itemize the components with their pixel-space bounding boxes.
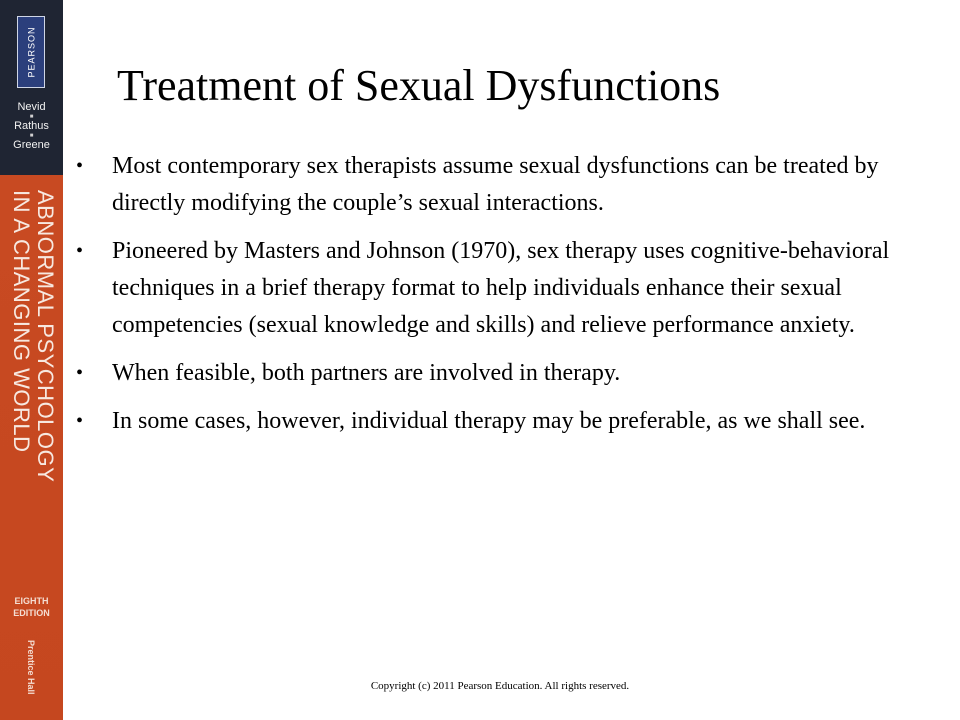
bullet-item <box>76 148 944 222</box>
pearson-logo-text: PEARSON <box>26 26 37 78</box>
bullet-dot-icon: • <box>76 362 84 384</box>
publisher-label: Prentice Hall <box>26 640 36 695</box>
edition-line-2: EDITION <box>13 608 50 618</box>
book-spine-sidebar <box>0 0 63 720</box>
author-name: Greene <box>13 139 50 151</box>
bullet-item <box>76 233 944 344</box>
bullet-text: Most contemporary sex therapists assume sexual dysfunctions can be treated by directly modifying the couple’s sexual interactions. <box>112 153 879 216</box>
bullet-text: In some cases, however, individual therapy may be preferable, as we shall see. <box>112 408 866 434</box>
bullet-item <box>76 403 944 440</box>
spine-top-panel <box>0 0 63 175</box>
edition-line-1: EIGHTH <box>14 596 49 606</box>
book-title-line-2: IN A CHANGING WORLD <box>9 190 34 453</box>
author-separator: ■ <box>29 114 34 120</box>
author-list <box>0 100 63 153</box>
book-title-line-1: ABNORMAL PSYCHOLOGY <box>33 190 58 483</box>
copyright-notice: Copyright (c) 2011 Pearson Education. All rights reserved. <box>370 680 630 692</box>
pearson-logo <box>17 16 45 88</box>
bullet-list <box>76 148 944 451</box>
edition-label <box>0 595 63 619</box>
author-name: Nevid <box>17 101 46 113</box>
bullet-dot-icon: • <box>76 240 84 262</box>
author-name: Rathus <box>14 120 49 132</box>
bullet-item <box>76 355 944 392</box>
book-title-vertical <box>9 190 60 590</box>
slide-title: Treatment of Sexual Dysfunctions <box>117 61 721 110</box>
bullet-text: When feasible, both partners are involved in therapy. <box>112 360 621 386</box>
bullet-dot-icon: • <box>76 410 84 432</box>
author-separator: ■ <box>29 133 34 139</box>
bullet-dot-icon: • <box>76 155 84 177</box>
bullet-text: Pioneered by Masters and Johnson (1970), sex therapy uses cognitive-behavioral techniques in a brief therapy format to help individuals enhance their sexual competencies (sexual knowledge and skills) and relieve performance anxiety. <box>112 238 890 338</box>
